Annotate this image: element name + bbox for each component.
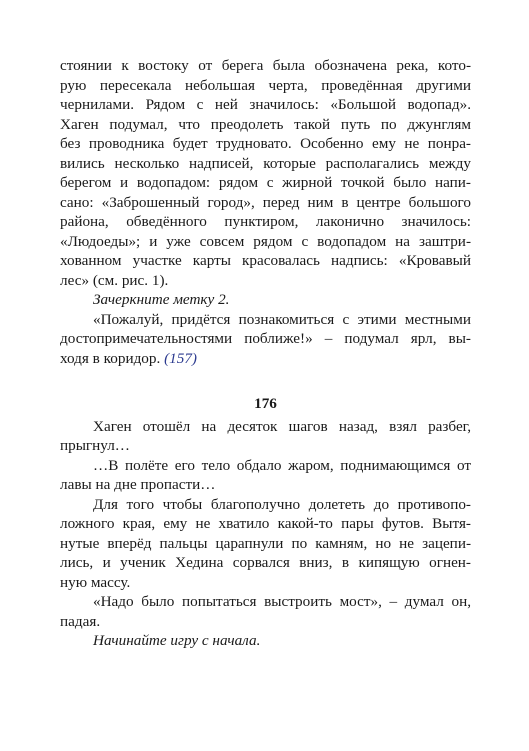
- paragraph-jump: [60, 417, 471, 456]
- text-fragment: ходя в коридор.: [60, 349, 165, 367]
- text-line: прыгнул…: [60, 437, 130, 454]
- text-line: достопримечательностями поближе!» – подумал ярл, вы-: [60, 330, 471, 347]
- text-line: лавы на дне пропасти…: [60, 476, 216, 493]
- text-line: Хаген подумал, что преодолеть такой путь по джунглям: [60, 115, 471, 133]
- text-line: рую пересекала небольшая черта, проведённая другими: [60, 76, 471, 94]
- paragraph-quote: [60, 310, 471, 369]
- text-line: ложного края, ему не хватило какой-то пары футов. Вытя-: [60, 515, 471, 532]
- text-line: района, обведённого пунктиром, лаконично значилось:: [60, 213, 471, 230]
- text-line: нутые вперёд пальцы царапнули по камням, но не зацепи-: [60, 534, 471, 552]
- book-page: [60, 56, 471, 651]
- text-line: ную массу.: [60, 573, 131, 591]
- text-line: падая.: [60, 612, 101, 630]
- text-line: «Пожалуй, придётся познакомиться с этими местными: [93, 310, 471, 328]
- paragraph-map-description: [60, 56, 471, 290]
- paragraph-last-thought: [60, 592, 471, 631]
- text-line: чернилами. Рядом с ней значилось: «Большой водопад».: [60, 96, 471, 113]
- paragraph-flight: [60, 456, 471, 495]
- text-line: …В полёте его тело обдало жаром, поднимающимся от: [93, 456, 471, 474]
- text-line: сано: «Заброшенный город», перед ним в центре большого: [60, 193, 471, 211]
- text-line: «Надо было попытаться выстроить мост», – думал он,: [93, 593, 471, 610]
- paragraph-fall: [60, 495, 471, 593]
- section-number-heading: 176: [254, 395, 277, 412]
- instruction-strike-mark: Зачеркните метку 2.: [93, 291, 230, 308]
- text-line: вились несколько надписей, которые располагались между: [60, 154, 471, 172]
- text-line: стоянии к востоку от берега была обозначена река, кото-: [60, 57, 471, 74]
- text-line: без проводника будет трудновато. Особенно ему не понра-: [60, 135, 471, 152]
- section-link-157[interactable]: (157): [164, 349, 197, 367]
- text-line: «Людоеды»; и уже совсем рядом с водопадом на заштри-: [60, 232, 471, 250]
- text-line: [60, 349, 471, 369]
- text-line: Хаген отошёл на десяток шагов назад, взял разбег,: [93, 417, 471, 435]
- ending-instruction: Начинайте игру с начала.: [93, 632, 261, 649]
- text-line: берегом и водопадом: рядом с жирной точкой было напи-: [60, 174, 471, 191]
- text-line: хованном участке карты красовалась надпись: «Кровавый: [60, 252, 471, 269]
- text-line: лись, и ученик Хедина сорвался вниз, в кипящую огнен-: [60, 554, 471, 571]
- text-line: Для того чтобы благополучно долететь до противопо-: [93, 495, 471, 513]
- text-line: лес» (см. рис. 1).: [60, 271, 169, 289]
